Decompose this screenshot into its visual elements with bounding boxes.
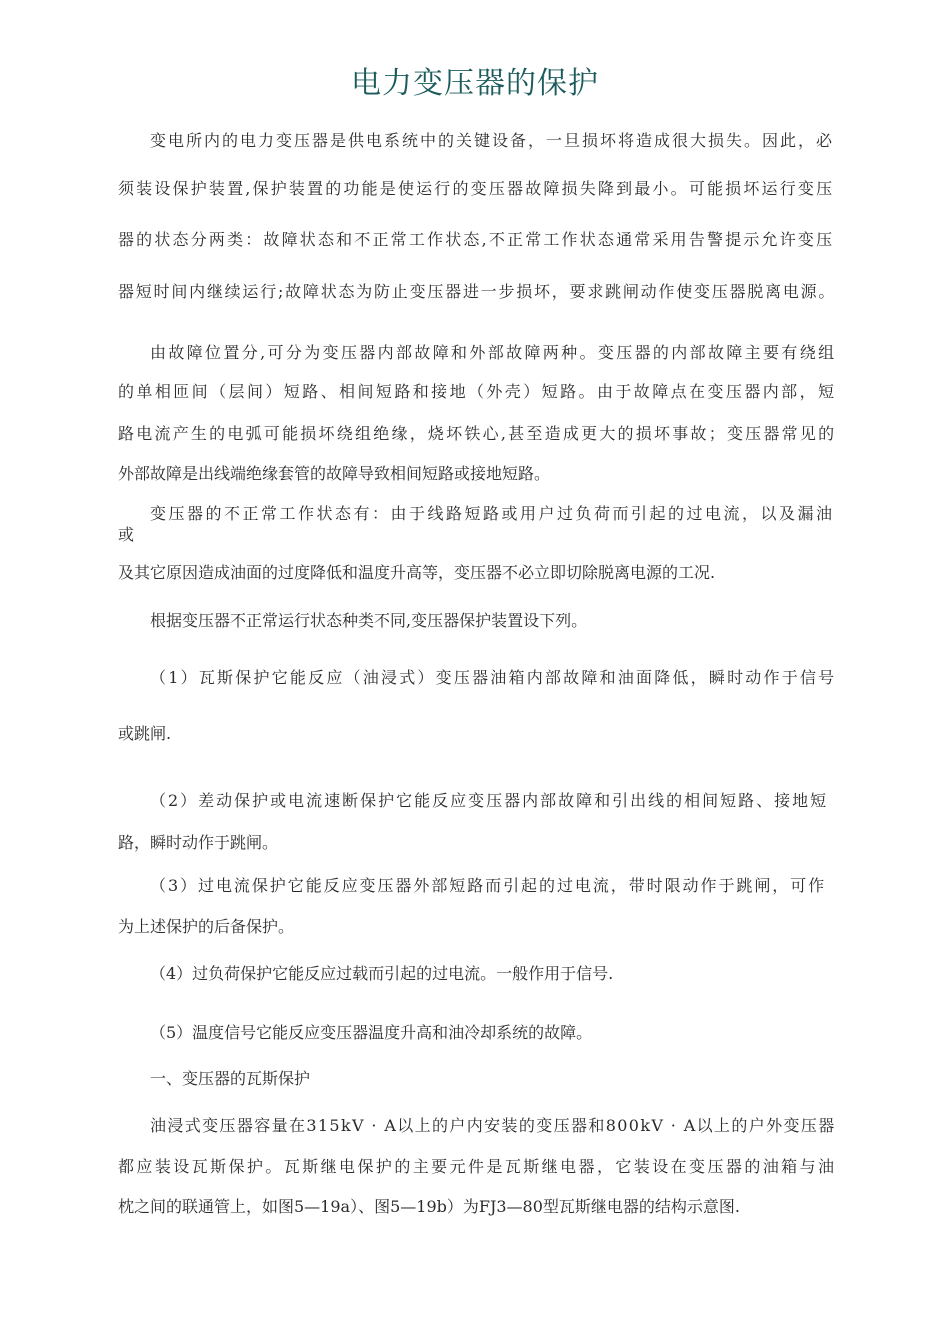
paragraph-line: 的单相匝间（层间）短路、相间短路和接地（外壳）短路。由于故障点在变压器内部，短 [118, 382, 837, 401]
paragraph-line: 都应装设瓦斯保护。瓦斯继电保护的主要元件是瓦斯继电器，它装设在变压器的油箱与油 [118, 1157, 837, 1176]
list-item-line: （2）差动保护或电流速断保护它能反应变压器内部故障和引出线的相间短路、接地短 [150, 791, 829, 810]
paragraph-line: 由故障位置分,可分为变压器内部故障和外部故障两种。变压器的内部故障主要有绕组 [150, 343, 837, 362]
list-item-line: 路，瞬时动作于跳闸。 [118, 833, 279, 852]
list-item-line: （4）过负荷保护它能反应过载而引起的过电流。一般作用于信号. [150, 964, 614, 983]
list-item-line: （3）过电流保护它能反应变压器外部短路而引起的过电流，带时限动作于跳闸，可作 [150, 876, 827, 895]
paragraph-line: 外部故障是出线端绝缘套管的故障导致相间短路或接地短路。 [118, 464, 551, 483]
section-heading: 一、变压器的瓦斯保护 [150, 1069, 311, 1088]
list-item-line: （1）瓦斯保护它能反应（油浸式）变压器油箱内部故障和油面降低，瞬时动作于信号 [150, 668, 837, 687]
paragraph-line: 枕之间的联通管上，如图5—19a）、图5—19b）为FJ3—80型瓦斯继电器的结构示意图. [118, 1197, 741, 1216]
paragraph-line: 变压器的不正常工作状态有：由于线路短路或用户过负荷而引起的过电流，以及漏油 [150, 504, 835, 523]
list-item-line: 或跳闸. [118, 724, 172, 743]
list-item-line: （5）温度信号它能反应变压器温度升高和油冷却系统的故障。 [150, 1023, 593, 1042]
paragraph-line: 油浸式变压器容量在315kV · A以上的户内安装的变压器和800kV · A以上的户外变压器 [150, 1116, 836, 1135]
paragraph-line: 或 [118, 525, 135, 544]
paragraph-line: 须装设保护装置,保护装置的功能是使运行的变压器故障损失降到最小。可能损坏运行变压 [118, 179, 835, 198]
document-title: 电力变压器的保护 [351, 66, 599, 101]
paragraph-line: 路电流产生的电弧可能损坏绕组绝缘，烧坏铁心,甚至造成更大的损坏事故；变压器常见的 [118, 424, 837, 443]
paragraph-line: 变电所内的电力变压器是供电系统中的关键设备，一旦损坏将造成很大损失。因此，必 [150, 131, 835, 150]
paragraph-line: 器短时间内继续运行;故障状态为防止变压器进一步损坏，要求跳闸动作使变压器脱离电源。 [118, 282, 837, 301]
list-item-line: 为上述保护的后备保护。 [118, 917, 295, 936]
paragraph-line: 及其它原因造成油面的过度降低和温度升高等，变压器不必立即切除脱离电源的工况. [118, 563, 716, 582]
paragraph-line: 器的状态分两类：故障状态和不正常工作状态,不正常工作状态通常采用告警提示允许变压 [118, 230, 835, 249]
paragraph-line: 根据变压器不正常运行状态种类不同,变压器保护装置设下列。 [150, 611, 588, 630]
